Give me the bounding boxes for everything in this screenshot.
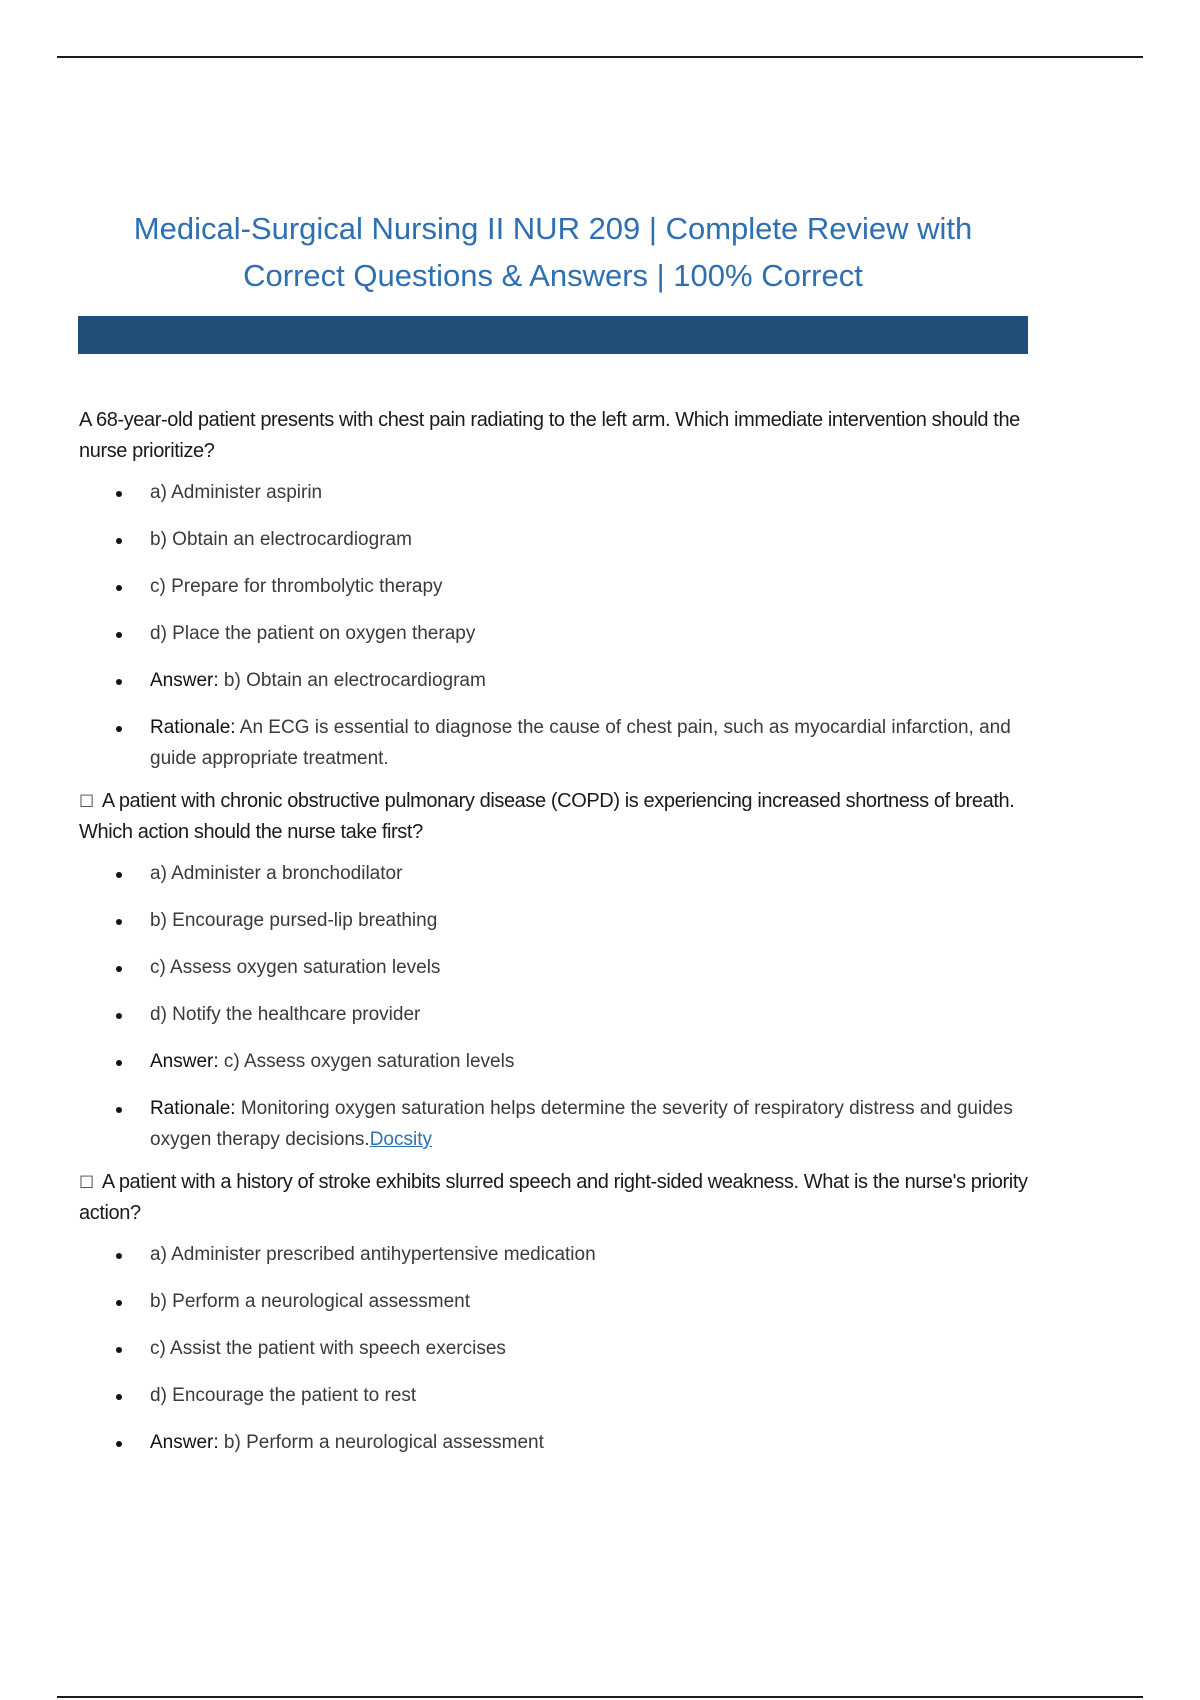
question-2-option-d: d) Notify the healthcare provider: [79, 999, 1029, 1030]
question-1-options: [79, 477, 1029, 774]
question-1-option-c: c) Prepare for thrombolytic therapy: [79, 571, 1029, 602]
question-3-option-b: b) Perform a neurological assessment: [79, 1286, 1029, 1317]
bottom-rule: [57, 1696, 1143, 1698]
question-list: [79, 405, 1029, 1470]
document-title: [78, 205, 1028, 299]
answer-text: b) Obtain an electrocardiogram: [218, 670, 486, 691]
question-1-text: A 68-year-old patient presents with chest pain radiating to the left arm. Which immediate intervention should the nurse prioritize?: [79, 409, 1020, 462]
rationale-text: An ECG is essential to diagnose the cause of chest pain, such as myocardial infarction, and guide appropriate treatment.: [150, 717, 1011, 769]
question-2-rationale: [79, 1093, 1029, 1155]
rationale-label: Rationale:: [150, 1098, 236, 1119]
answer-label: Answer:: [150, 1051, 219, 1072]
question-1-option-d: d) Place the patient on oxygen therapy: [79, 618, 1029, 649]
question-1-answer: [79, 665, 1029, 696]
answer-text: b) Perform a neurological assessment: [218, 1432, 544, 1453]
question-2-option-c: c) Assess oxygen saturation levels: [79, 952, 1029, 983]
answer-text: c) Assess oxygen saturation levels: [218, 1051, 515, 1072]
question-3: [79, 1167, 1029, 1229]
question-2-option-a: a) Administer a bronchodilator: [79, 858, 1029, 889]
question-3-marker: ☐: [79, 1173, 94, 1192]
question-3-option-a: a) Administer prescribed antihypertensive medication: [79, 1239, 1029, 1270]
top-rule: [57, 56, 1143, 58]
answer-label: Answer:: [150, 670, 219, 691]
question-3-option-c: c) Assist the patient with speech exercises: [79, 1333, 1029, 1364]
question-3-options: [79, 1239, 1029, 1458]
title-line-2: Correct Questions & Answers | 100% Correct: [243, 258, 863, 293]
question-3-answer: [79, 1427, 1029, 1458]
question-3-option-d: d) Encourage the patient to rest: [79, 1380, 1029, 1411]
rationale-label: Rationale:: [150, 717, 236, 738]
question-2: [79, 786, 1029, 848]
title-line-1: Medical-Surgical Nursing II NUR 209 | Complete Review with: [133, 211, 973, 246]
question-2-answer: [79, 1046, 1029, 1077]
title-banner: [78, 316, 1028, 354]
question-2-option-b: b) Encourage pursed-lip breathing: [79, 905, 1029, 936]
question-1-option-b: b) Obtain an electrocardiogram: [79, 524, 1029, 555]
question-1-rationale: [79, 712, 1029, 774]
answer-label: Answer:: [150, 1432, 219, 1453]
question-3-text: A patient with a history of stroke exhibits slurred speech and right-sided weakness. What is the nurse's priority action?: [79, 1171, 1028, 1224]
question-1: [79, 405, 1029, 467]
question-2-options: [79, 858, 1029, 1155]
rationale-text: Monitoring oxygen saturation helps determine the severity of respiratory distress and guides oxygen therapy decisions.: [150, 1098, 1013, 1150]
question-2-marker: ☐: [79, 792, 94, 811]
source-link[interactable]: Docsity: [369, 1129, 432, 1150]
question-2-text: A patient with chronic obstructive pulmonary disease (COPD) is experiencing increased shortness of breath. Which action should the nurse take first?: [79, 790, 1015, 843]
question-1-option-a: a) Administer aspirin: [79, 477, 1029, 508]
